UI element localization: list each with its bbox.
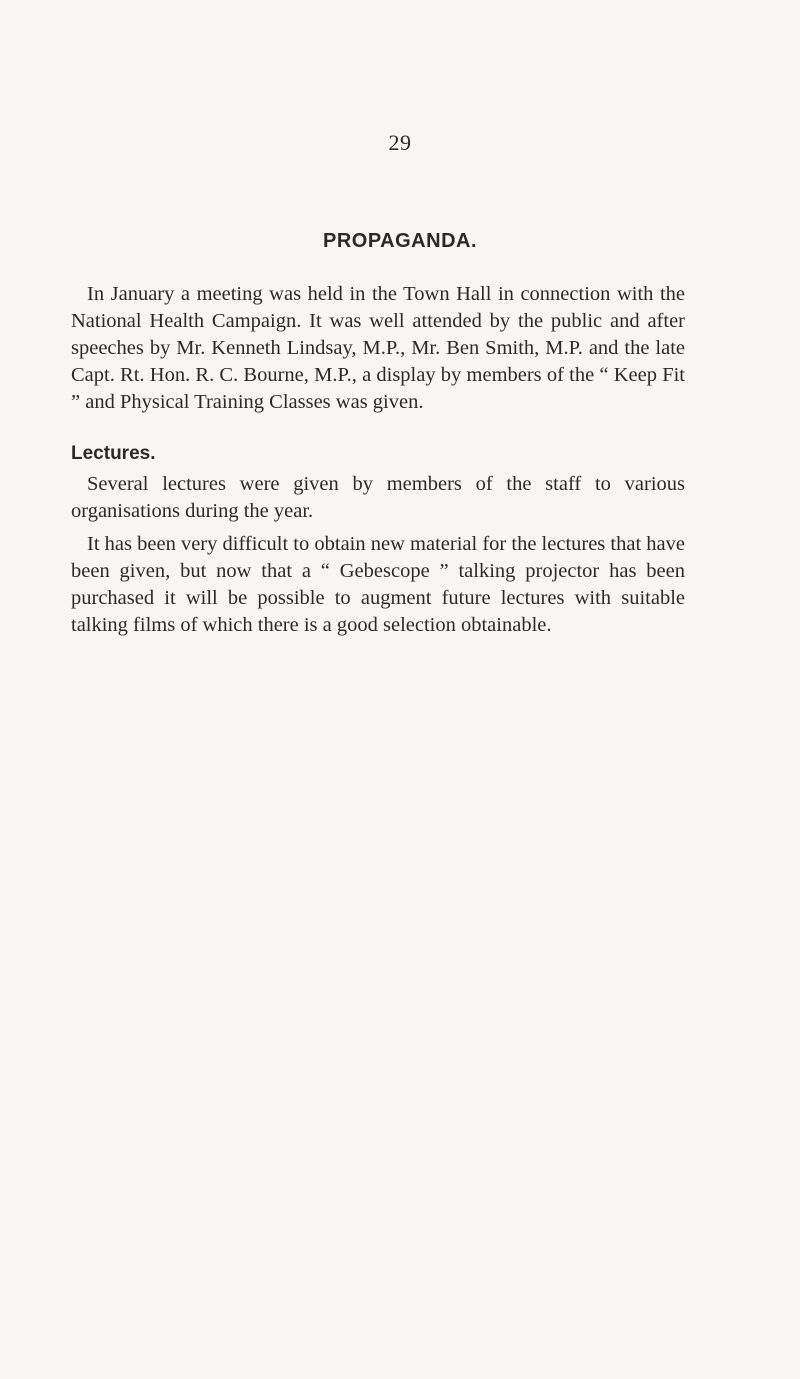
lectures-paragraph-1: Several lectures were given by members of the staff to various organisations during the year. [71, 473, 685, 522]
lectures-paragraph-2: It has been very difficult to obtain new material for the lectures that have been given, but now that a “ Gebescope ” talking projector has been purchased it will be possible to augment future lectures with suitable talking films of which there is a good selection obtainable. [71, 533, 685, 636]
section-title: PROPAGANDA. [322, 230, 478, 252]
lectures-heading: Lectures. [71, 443, 156, 464]
intro-paragraph: In January a meeting was held in the Town Hall in connection with the National Health Campaign. It was well attended by the public and after speeches by Mr. Kenneth Lindsay, M.P., Mr. Ben Smith, M.P. and the late Capt. Rt. Hon. R. C. Bourne, M.P., a display by members of the “ Keep Fit ” and Physical Training Classes was given. [71, 283, 685, 413]
page-number: 29 [388, 130, 412, 155]
